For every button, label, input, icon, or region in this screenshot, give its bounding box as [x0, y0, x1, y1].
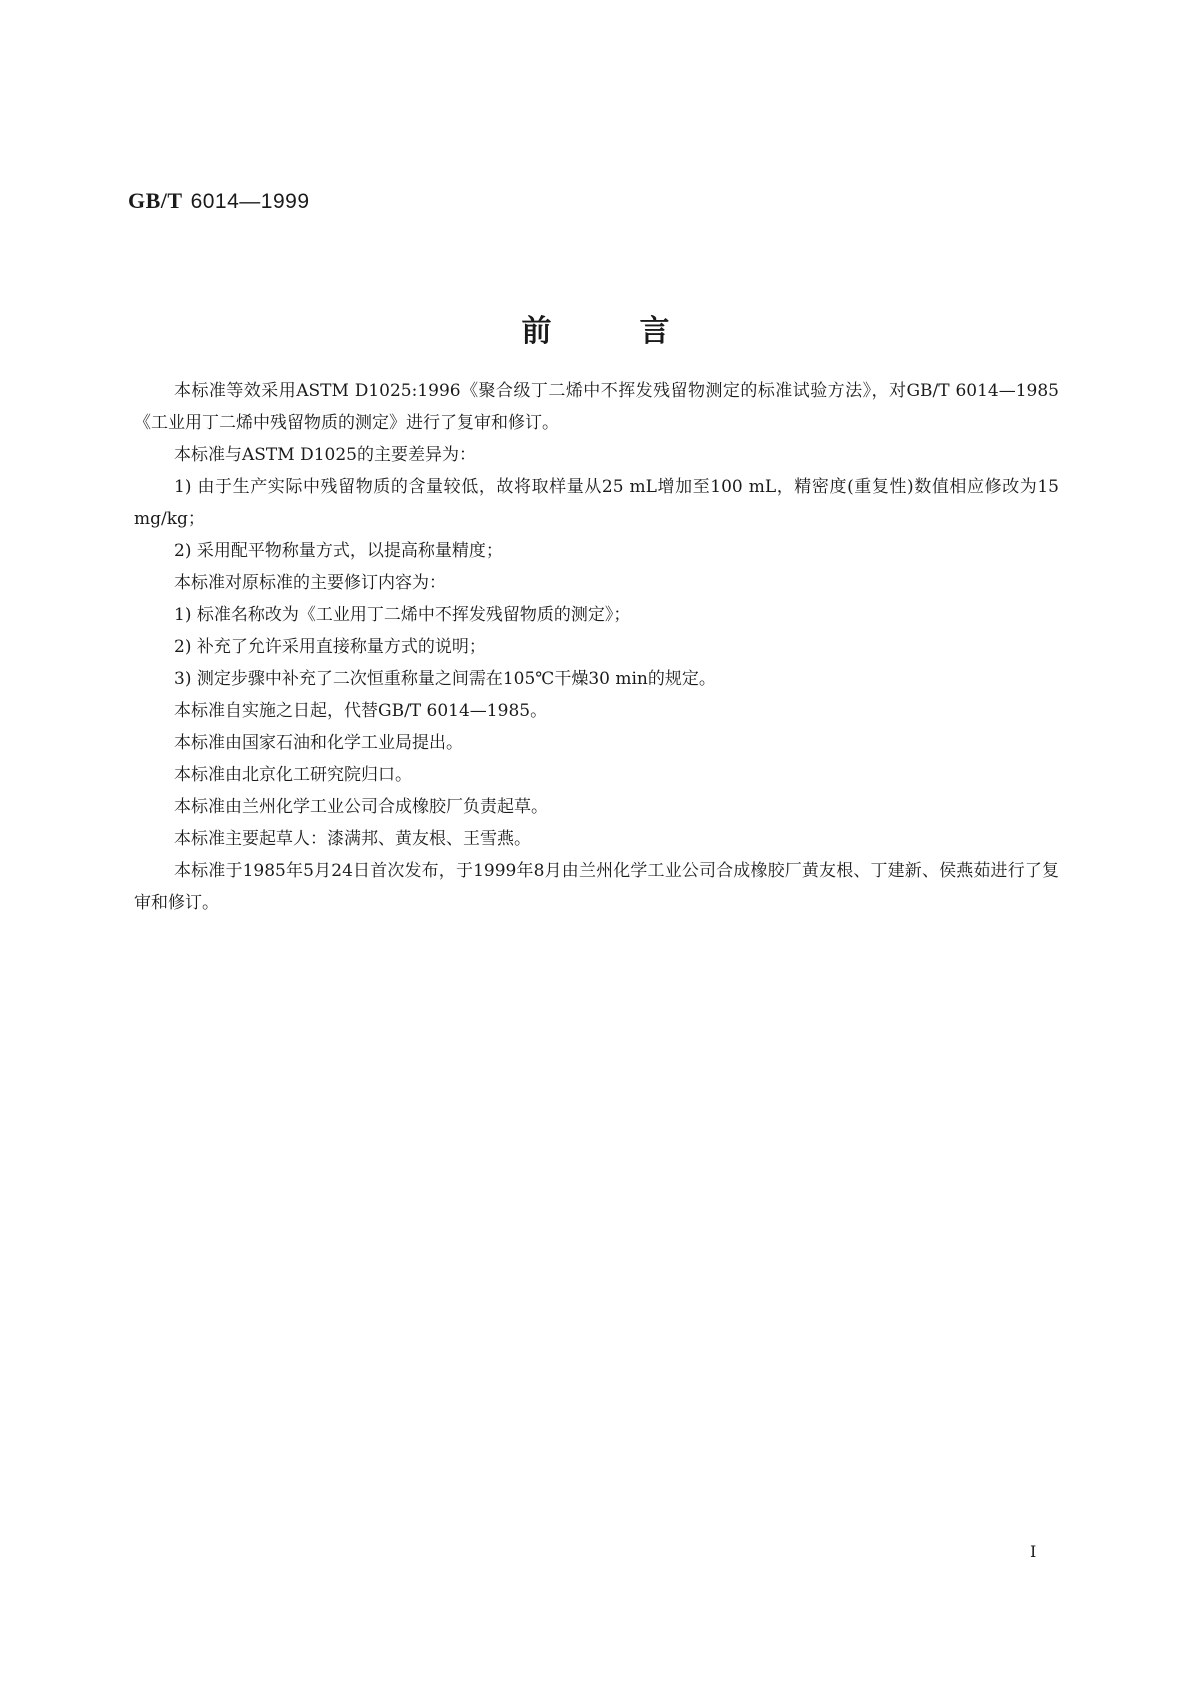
- paragraph: 本标准对原标准的主要修订内容为：: [174, 573, 446, 593]
- paragraph: 本标准由兰州化学工业公司合成橡胶厂负责起草。: [174, 797, 548, 817]
- paragraph: 3) 测定步骤中补充了二次恒重称量之间需在105℃干燥30 min的规定。: [174, 669, 716, 689]
- document-code-header: [128, 188, 310, 214]
- paragraph: 2) 采用配平物称量方式，以提高称量精度；: [174, 541, 503, 561]
- paragraph: 本标准由国家石油和化学工业局提出。: [174, 733, 463, 753]
- section-title-foreword: 前言: [521, 314, 758, 349]
- paragraph: 2) 补充了允许采用直接称量方式的说明；: [174, 637, 486, 657]
- foreword-body: [134, 375, 1059, 919]
- paragraph: 本标准由北京化工研究院归口。: [174, 765, 412, 785]
- paragraph: 本标准于1985年5月24日首次发布，于1999年8月由兰州化学工业公司合成橡胶厂黄友根、丁建新、侯燕茹进行了复审和修订。: [134, 861, 1059, 913]
- paragraph: 本标准与ASTM D1025的主要差异为：: [174, 445, 476, 465]
- standard-code-prefix: GB/T: [128, 188, 183, 213]
- paragraph: 1) 标准名称改为《工业用丁二烯中不挥发残留物质的测定》；: [174, 605, 631, 625]
- paragraph: 本标准等效采用ASTM D1025:1996《聚合级丁二烯中不挥发残留物测定的标准试验方法》，对GB/T 6014—1985《工业用丁二烯中残留物质的测定》进行了复审和修订。: [134, 381, 1059, 433]
- page-number: I: [1030, 1542, 1037, 1561]
- paragraph: 1) 由于生产实际中残留物质的含量较低，故将取样量从25 mL增加至100 mL，精密度(重复性)数值相应修改为15 mg/kg；: [134, 477, 1059, 529]
- paragraph: 本标准自实施之日起，代替GB/T 6014—1985。: [174, 701, 548, 721]
- paragraph: 本标准主要起草人：漆满邦、黄友根、王雪燕。: [174, 829, 531, 849]
- standard-code-number: 6014—1999: [190, 190, 310, 213]
